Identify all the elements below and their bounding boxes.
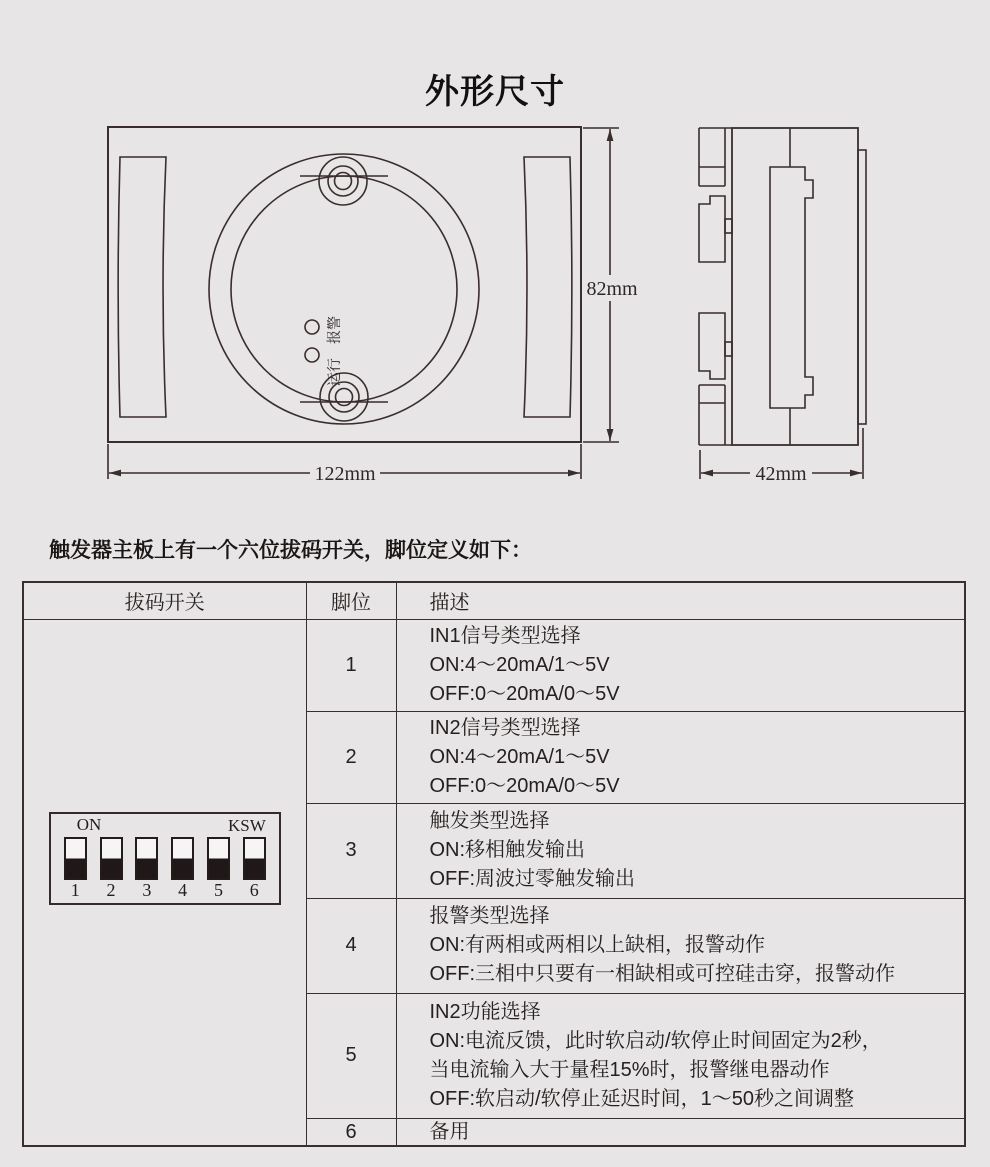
pin-description: 触发类型选择 ON:移相触发输出 OFF:周波过零触发输出: [396, 803, 965, 898]
pin-description: 报警类型选择 ON:有两相或两相以上缺相，报警动作 OFF:三相中只要有一相缺相或可控硅击穿，报警动作: [396, 898, 965, 993]
table-row: [23, 619, 965, 711]
dip-lever-3: [135, 837, 158, 880]
header-description: 描述: [396, 582, 965, 619]
terminal-blocks: [699, 128, 732, 445]
table-header-row: [23, 582, 965, 619]
top-mounting-hole: [319, 157, 367, 205]
alarm-led-icon: [305, 320, 319, 334]
page-title: 外形尺寸: [425, 73, 565, 111]
left-slot: [118, 157, 166, 417]
pin-number: 1: [306, 619, 396, 711]
pin-number: 3: [306, 803, 396, 898]
pin-description: IN2信号类型选择 ON:4～20mA/1～5V OFF:0～20mA/0～5V: [396, 711, 965, 803]
height-dimension-label: 82mm: [586, 278, 638, 300]
pin-number: 5: [306, 993, 396, 1118]
outline-dimension-drawing: [0, 0, 990, 510]
header-pin: 脚位: [306, 582, 396, 619]
pin-description: 备用: [396, 1118, 965, 1146]
header-dip-switch: 拔码开关: [23, 582, 306, 619]
dip-lever-5: [207, 837, 230, 880]
run-led-icon: [305, 348, 319, 362]
side-width-dimension-label: 42mm: [755, 463, 807, 485]
dip-definition-table: [22, 581, 966, 1147]
pin-number: 2: [306, 711, 396, 803]
right-slot: [524, 157, 572, 417]
pin-number: 4: [306, 898, 396, 993]
pin-description: IN1信号类型选择 ON:4～20mA/1～5V OFF:0～20mA/0～5V: [396, 619, 965, 711]
dip-switch-graphic: ON KSW 1 2 3 4 5 6: [49, 812, 281, 905]
dip-lever-4: [171, 837, 194, 880]
front-width-dimension-label: 122mm: [314, 463, 376, 485]
alarm-led-label: 报警: [326, 316, 342, 344]
dip-switch-cell: [23, 619, 306, 1146]
dip-lever-6: [243, 837, 266, 880]
intro-text: 触发器主板上有一个六位拔码开关，脚位定义如下：: [49, 539, 532, 562]
rear-plate: [858, 150, 866, 424]
dip-lever-2: [100, 837, 123, 880]
pin-description: IN2功能选择 ON:电流反馈，此时软启动/软停止时间固定为2秒， 当电流输入大于量程15%时，报警继电器动作 OFF:软启动/软停止延迟时间，1～50秒之间调整: [396, 993, 965, 1118]
run-led-label: 运行: [326, 358, 342, 386]
dip-lever-1: [64, 837, 87, 880]
dip-ksw-label: KSW: [227, 815, 266, 835]
din-clip: [770, 167, 813, 408]
front-view: [108, 127, 581, 442]
dip-on-label: ON: [76, 814, 102, 834]
side-view: [699, 128, 866, 445]
pin-number: 6: [306, 1118, 396, 1146]
